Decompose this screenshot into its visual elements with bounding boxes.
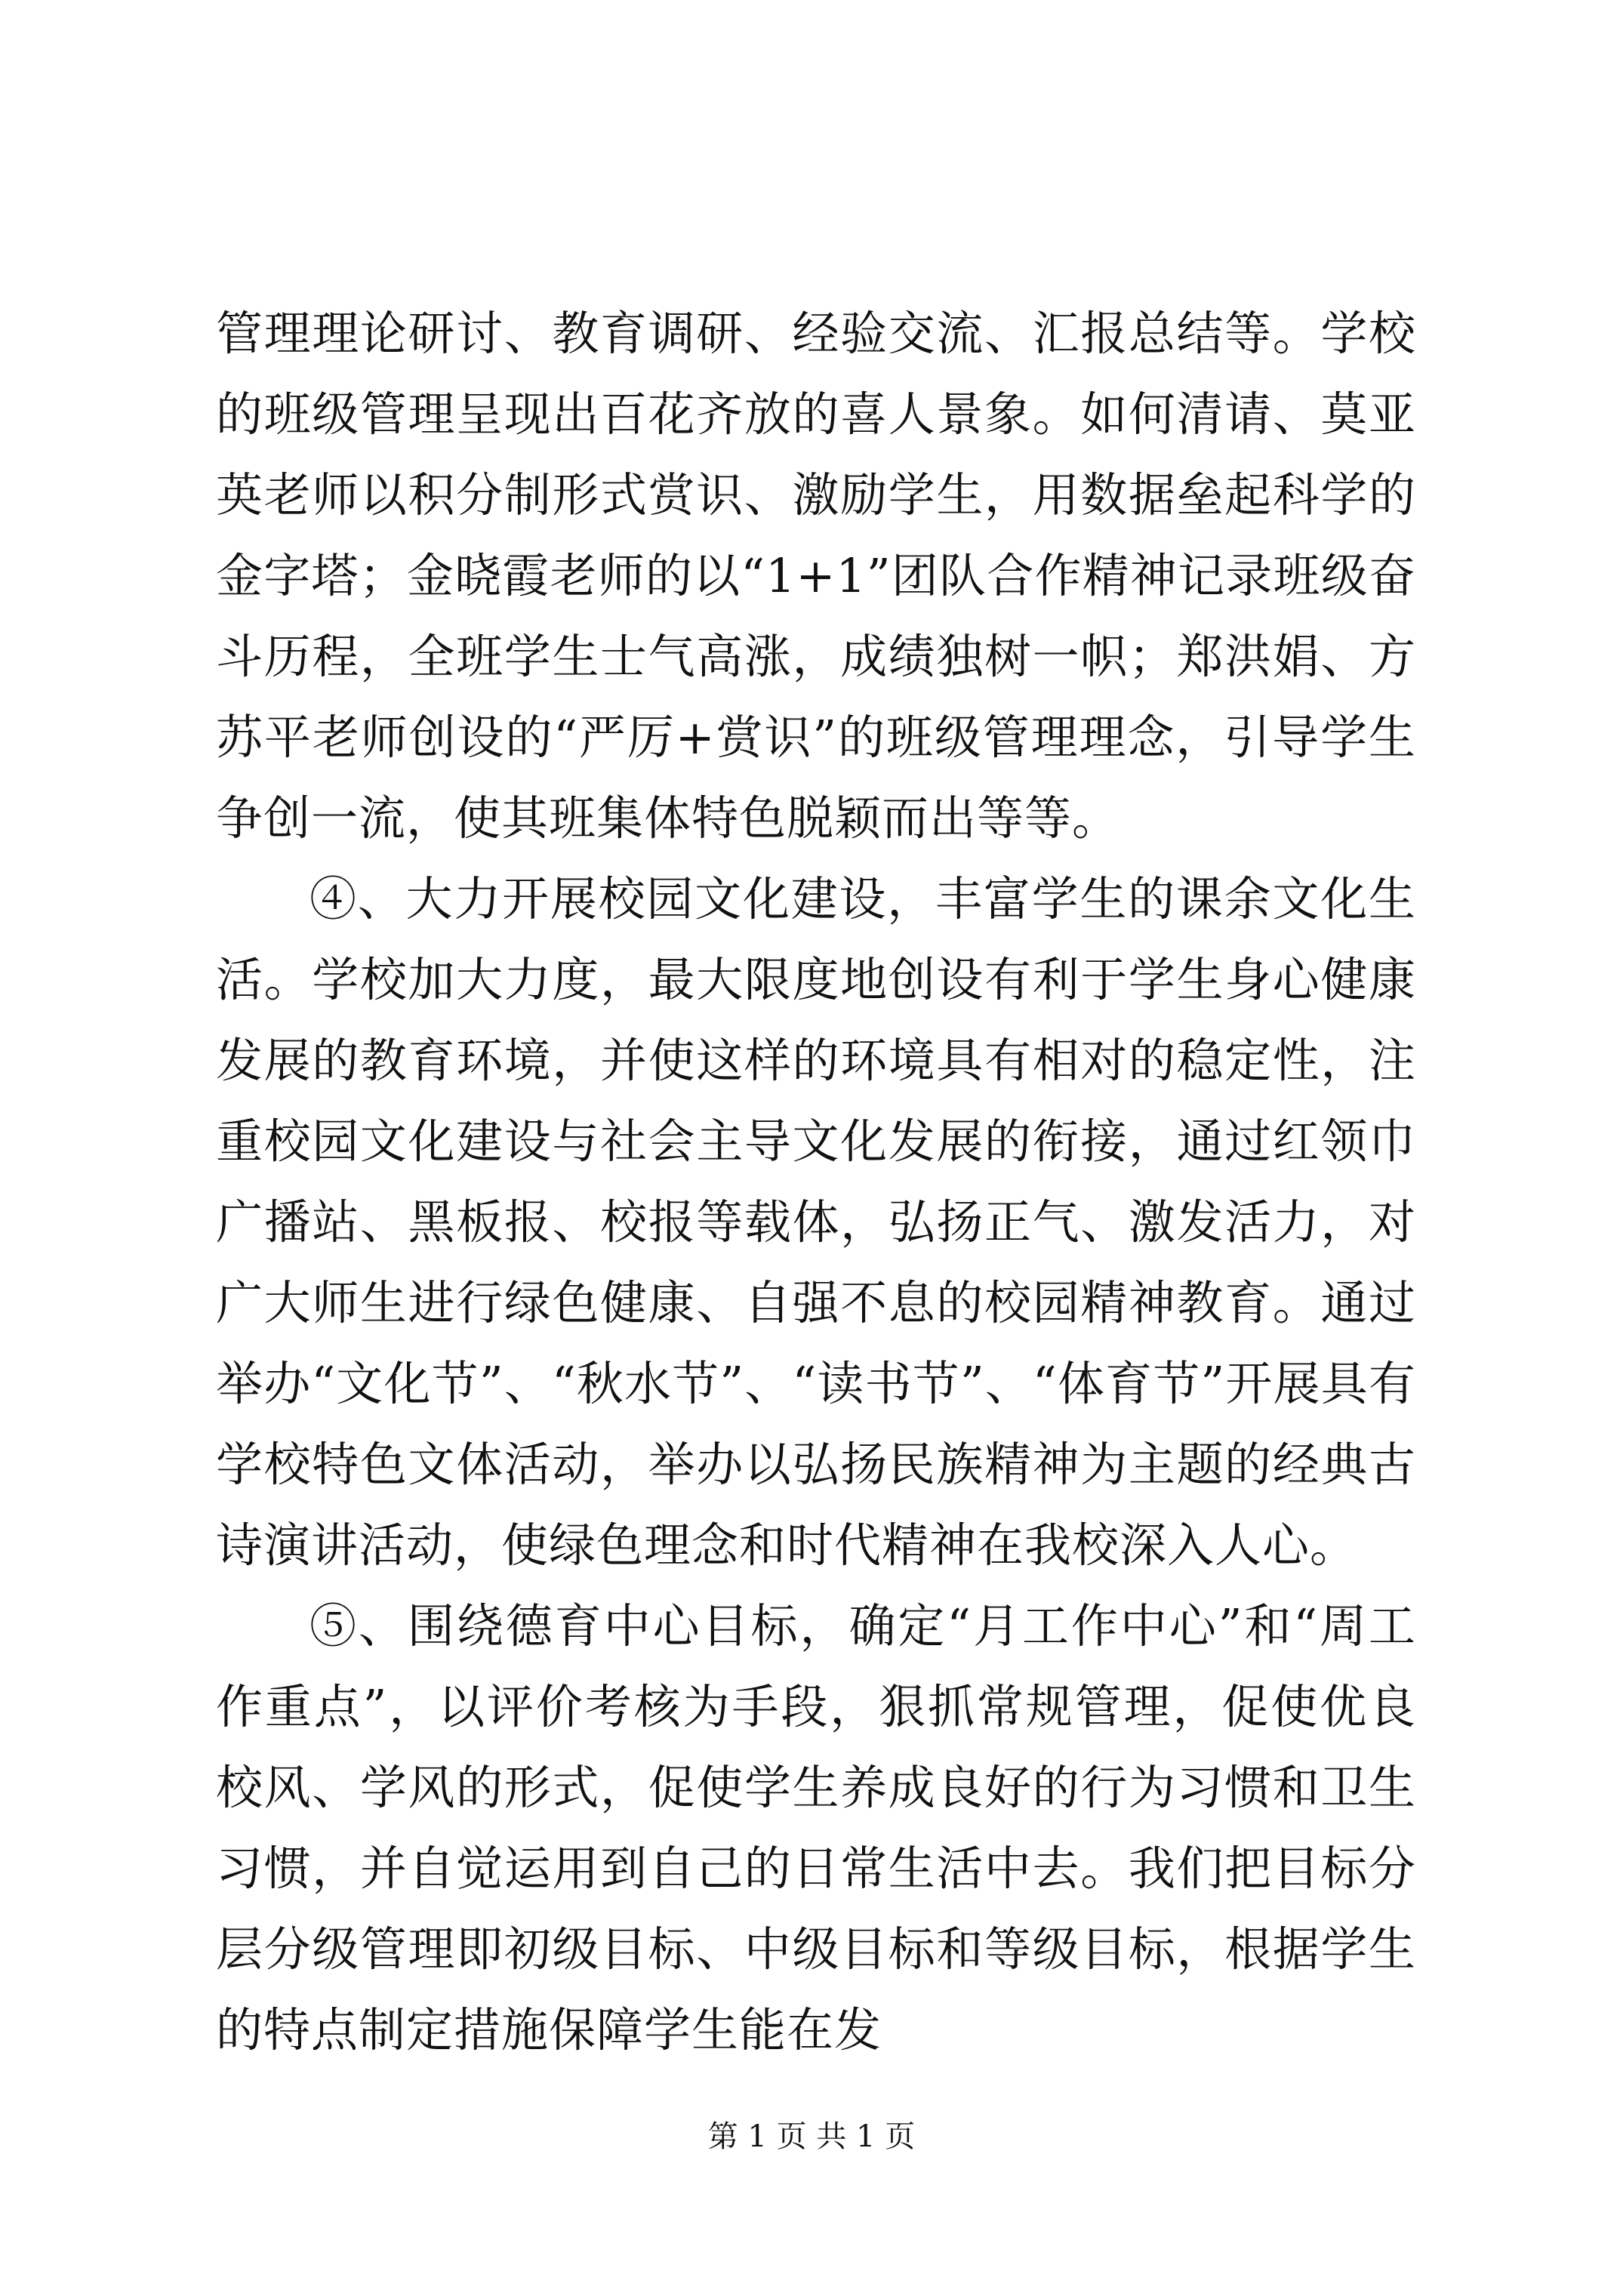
paragraph-2: ④、大力开展校园文化建设，丰富学生的课余文化生活。学校加大力度，最大限度地创设有利于学生身心健康发展的教育环境，并使这样的环境具有相对的稳定性，注重校园文化建设与社会主导文化发展的衔接，通过红领巾广播站、黑板报、校报等载体，弘扬正气、激发活力，对广大师生进行绿色健康、自强不息的校园精神教育。通过举办“文化节”、“秋水节”、“读书节”、“体育节”开展具有学校特色文体活动，举办以弘扬民族精神为主题的经典古诗演讲活动，使绿色理念和时代精神在我校深入人心。 (216, 871, 1416, 1573)
document-body (216, 293, 1416, 2070)
page-number-footer: 第 1 页 共 1 页 (707, 2119, 916, 2154)
paragraph-3: ⑤、围绕德育中心目标，确定“月工作中心”和“周工作重点”，以评价考核为手段，狠抓常规管理，促使优良校风、学风的形式，促使学生养成良好的行为习惯和卫生习惯，并自觉运用到自己的日常生活中去。我们把目标分层分级管理即初级目标、中级目标和等级目标，根据学生的特点制定措施保障学生能在发 (216, 1598, 1416, 2057)
paragraph-1: 管理理论研讨、教育调研、经验交流、汇报总结等。学校的班级管理呈现出百花齐放的喜人景象。如何清请、莫亚英老师以积分制形式赏识、激励学生，用数据垒起科学的金字塔；金晓霞老师的以“1+1”团队合作精神记录班级奋斗历程，全班学生士气高涨，成绩独树一帜；郑洪娟、方苏平老师创设的“严厉+赏识”的班级管理理念，引导学生争创一流，使其班集体特色脱颖而出等等。 (216, 306, 1416, 846)
